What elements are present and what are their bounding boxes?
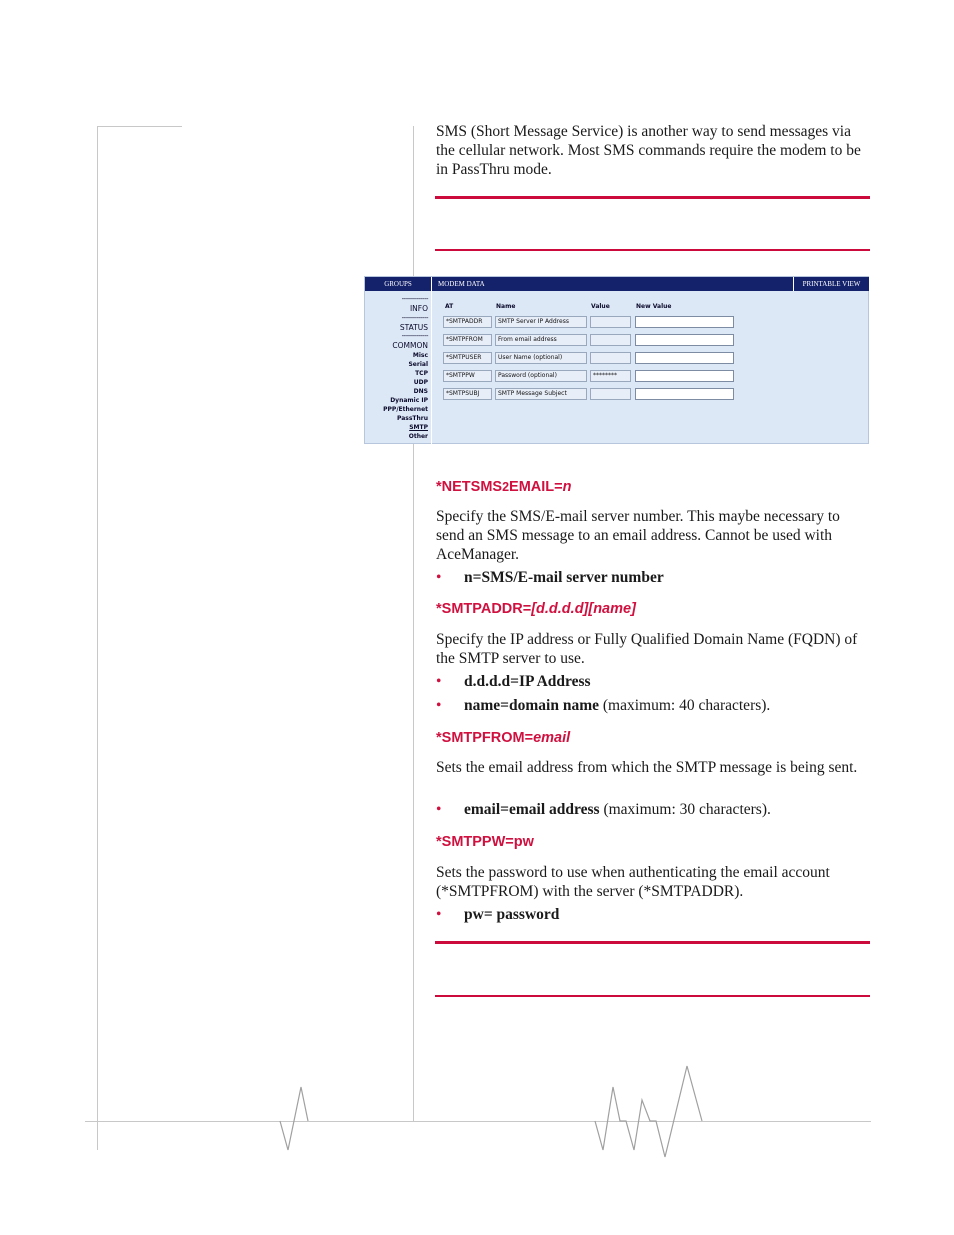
section-rule-top xyxy=(435,196,870,199)
value-cell xyxy=(590,388,631,400)
at-cell: *SMTPUSER xyxy=(443,352,492,364)
name-cell: From email address xyxy=(495,334,587,346)
smtpaddr-heading xyxy=(436,601,636,617)
sidebar-item-status[interactable]: STATUS xyxy=(399,323,428,332)
sidebar-item-dns[interactable]: DNS xyxy=(413,388,428,395)
bullet-icon: • xyxy=(436,673,442,690)
signal-wave-icon xyxy=(270,1060,710,1160)
groups-sidebar xyxy=(365,291,432,444)
name-cell: SMTP Server IP Address xyxy=(495,316,587,328)
cmd-param: n xyxy=(562,479,572,495)
column-header-at: AT xyxy=(445,303,454,310)
netsms2email-description: Specify the SMS/E-mail server number. This maybe necessary to send an SMS message to an email address. Cannot be used with AceManager. xyxy=(436,508,840,563)
bullet-icon: • xyxy=(436,801,442,818)
name-cell: SMTP Message Subject xyxy=(495,388,587,400)
name-cell: Password (optional) xyxy=(495,370,587,382)
sidebar-item-other[interactable]: Other xyxy=(408,433,428,440)
intro-paragraph: SMS (Short Message Service) is another way to send messages via the cellular network. Most SMS commands require the modem to be in PassThru mode. xyxy=(436,123,861,178)
new-value-input[interactable] xyxy=(635,316,734,328)
cmd-param: [d.d.d.d][name] xyxy=(531,601,636,617)
value-cell xyxy=(590,316,631,328)
sidebar-dashes: ------------- xyxy=(401,295,428,303)
column-header-name: Name xyxy=(496,303,516,310)
at-cell: *SMTPPW xyxy=(443,370,492,382)
sidebar-dashes: ------------- xyxy=(401,314,428,322)
smtpfrom-heading xyxy=(436,730,570,746)
new-value-input[interactable] xyxy=(635,370,734,382)
value-cell xyxy=(590,334,631,346)
sidebar-item-info[interactable]: INFO xyxy=(409,304,428,313)
bullet-note: (maximum: 40 characters). xyxy=(599,697,771,714)
sidebar-item-dynamic-ip[interactable]: Dynamic IP xyxy=(390,397,428,404)
bullet-text: name=domain name xyxy=(464,697,599,714)
at-cell: *SMTPADDR xyxy=(443,316,492,328)
cmd-name: *SMTPADDR= xyxy=(436,601,532,617)
bullet-text: email=email address xyxy=(464,801,600,818)
list-item xyxy=(436,672,872,691)
list-item xyxy=(436,568,872,587)
new-value-input[interactable] xyxy=(635,352,734,364)
list-item xyxy=(436,800,872,819)
printable-view-button[interactable]: PRINTABLE VIEW xyxy=(793,277,869,291)
bullet-note: (maximum: 30 characters). xyxy=(599,801,771,818)
top-margin-line xyxy=(97,126,182,127)
modem-data-header: MODEM DATA xyxy=(432,277,798,291)
bullet-text: pw= password xyxy=(464,906,560,923)
smtppw-heading: *SMTPPW=pw xyxy=(436,834,534,850)
list-item xyxy=(436,696,872,715)
bullet-icon: • xyxy=(436,697,442,714)
at-cell: *SMTPFROM xyxy=(443,334,492,346)
section-rule-thin-bottom xyxy=(435,995,870,997)
new-value-input[interactable] xyxy=(635,388,734,400)
column-header-value: Value xyxy=(591,303,610,310)
at-cell: *SMTPSUBJ xyxy=(443,388,492,400)
cmd-name-digit: 2 xyxy=(502,480,510,494)
bullet-icon: • xyxy=(436,569,442,586)
netsms2email-heading xyxy=(436,479,571,495)
cmd-name: *SMTPFROM= xyxy=(436,730,534,746)
sidebar-item-misc[interactable]: Misc xyxy=(412,352,428,359)
sidebar-item-ppp-ethernet[interactable]: PPP/Ethernet xyxy=(383,406,428,413)
sidebar-item-tcp[interactable]: TCP xyxy=(415,370,428,377)
groups-header: GROUPS xyxy=(365,277,432,291)
section-rule-thin xyxy=(435,249,870,251)
new-value-input[interactable] xyxy=(635,334,734,346)
name-cell: User Name (optional) xyxy=(495,352,587,364)
cmd-param: email xyxy=(533,730,571,746)
smtpaddr-description: Specify the IP address or Fully Qualified Domain Name (FQDN) of the SMTP server to use. xyxy=(436,631,858,667)
left-margin-line xyxy=(97,126,98,1150)
list-item xyxy=(436,905,872,924)
bullet-icon: • xyxy=(436,906,442,923)
bullet-text: d.d.d.d=IP Address xyxy=(464,673,591,690)
sidebar-item-udp[interactable]: UDP xyxy=(413,379,428,386)
acemanager-screenshot xyxy=(364,276,869,444)
value-cell: ******** xyxy=(590,370,631,382)
smtpfrom-description: Sets the email address from which the SMTP message is being sent. xyxy=(436,759,858,776)
sidebar-item-serial[interactable]: Serial xyxy=(408,361,428,368)
cmd-name: *NETSMS xyxy=(436,479,503,495)
sidebar-dashes: ------------- xyxy=(401,332,428,340)
cmd-name-suffix: EMAIL= xyxy=(509,479,563,495)
sidebar-item-smtp[interactable]: SMTP xyxy=(409,424,428,431)
sidebar-item-passthru[interactable]: PassThru xyxy=(396,415,428,422)
value-cell xyxy=(590,352,631,364)
bullet-text: n=SMS/E-mail server number xyxy=(464,569,664,586)
column-header-new-value: New Value xyxy=(636,303,672,310)
smtppw-description: Sets the password to use when authenticating the email account (*SMTPFROM) with the server (*SMTPADDR). xyxy=(436,864,830,900)
section-rule-bottom xyxy=(435,941,870,944)
sidebar-item-common[interactable]: COMMON xyxy=(392,341,428,350)
